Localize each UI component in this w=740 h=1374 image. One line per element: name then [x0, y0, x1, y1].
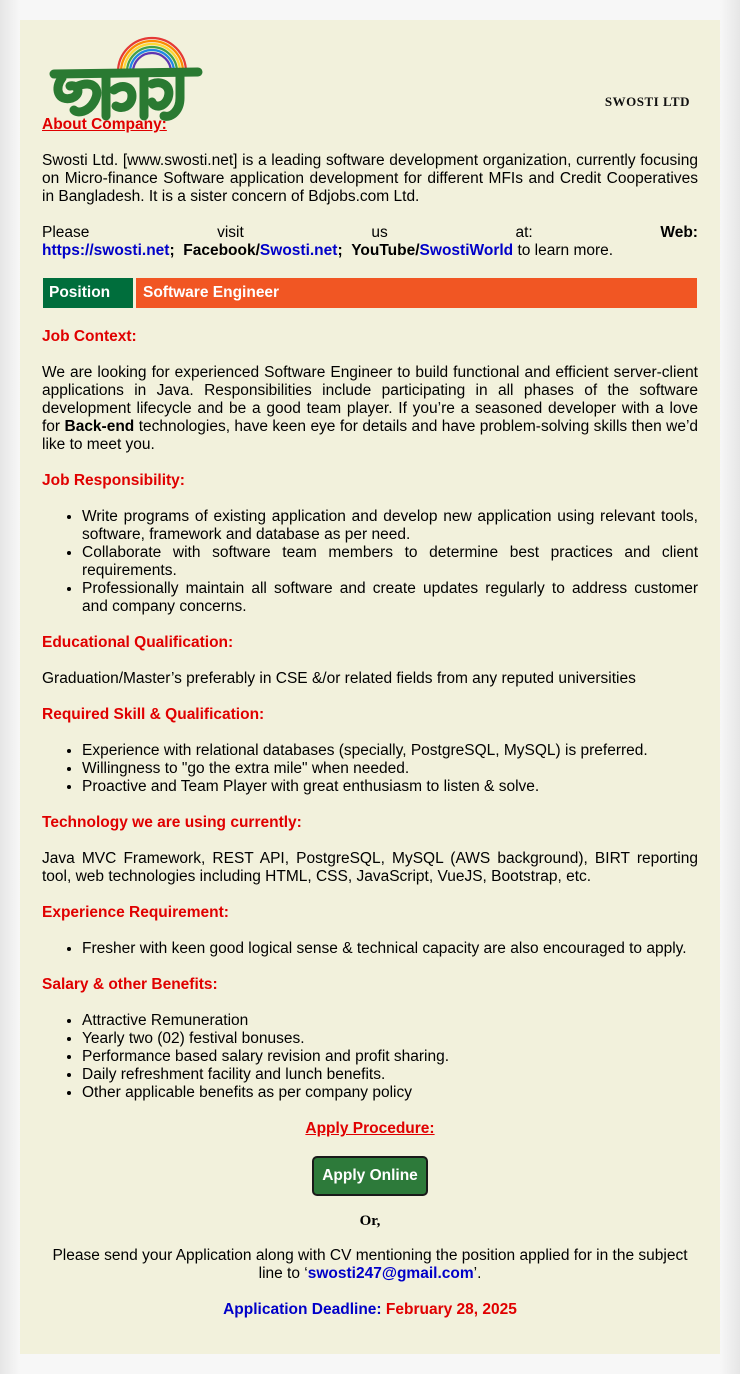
apply-instruction-text: Please send your Application along with CV mentioning the position applied for in the subject line to ‘ [52, 1247, 688, 1282]
visit-word: visit [217, 224, 244, 241]
about-description: Swosti Ltd. [www.swosti.net] is a leading software development organization, currently focusing on Micro-finance Software application development for different MFIs and Credit Cooperatives in Bangladesh. It is a sister concern of Bdjobs.com Ltd. [42, 152, 698, 205]
job-context-title: Job Context: [42, 328, 137, 345]
visit-word: us [371, 224, 388, 241]
apply-online-button[interactable]: Apply Online [312, 1156, 428, 1196]
experience-title: Experience Requirement: [42, 904, 229, 921]
deadline-label: Application Deadline: [223, 1301, 382, 1318]
deadline-value: February 28, 2025 [385, 1301, 517, 1318]
apply-email-link[interactable]: swosti247@gmail.com [307, 1265, 474, 1282]
education-text: Graduation/Master’s preferably in CSE &/or related fields from any reputed universities [42, 670, 636, 687]
apply-title: Apply Procedure: [305, 1120, 435, 1137]
list-item: • Fresher with keen good logical sense & technical capacity are also encouraged to apply. [82, 940, 698, 958]
visit-word: at: [515, 224, 533, 241]
list-item: • Experience with relational databases (specially, PostgreSQL, MySQL) is preferred. [82, 742, 698, 760]
position-value: Software Engineer [136, 278, 697, 308]
list-item: • Attractive Remuneration [82, 1012, 698, 1030]
responsibility-title: Job Responsibility: [42, 472, 185, 489]
position-table [43, 278, 698, 308]
skills-list [42, 742, 698, 796]
list-item: • Write programs of existing application and develop new application using relevant tools, software, framework and database as per need. [82, 508, 698, 544]
list-item: • Proactive and Team Player with great enthusiasm to listen & solve. [82, 778, 698, 796]
position-label: Position [43, 278, 133, 308]
list-item: • Yearly two (02) festival bonuses. [82, 1030, 698, 1048]
apply-instruction-end: ’. [473, 1265, 482, 1282]
company-name: SWOSTI LTD [604, 94, 690, 109]
separator: ; [337, 242, 343, 259]
about-title: About Company: [42, 116, 167, 133]
visit-word: Please [42, 224, 90, 241]
application-deadline [42, 1301, 698, 1319]
job-circular-card [20, 20, 720, 1354]
youtube-link[interactable]: SwostiWorld [419, 242, 514, 259]
list-item: • Daily refreshment facility and lunch benefits. [82, 1066, 698, 1084]
list-item: • Performance based salary revision and profit sharing. [82, 1048, 698, 1066]
website-link[interactable]: https://swosti.net [42, 242, 170, 259]
separator: ; [169, 242, 175, 259]
list-item: • Other applicable benefits as per company policy [82, 1084, 698, 1102]
list-item: • Professionally maintain all software and create updates regularly to address customer and company concerns. [82, 580, 698, 616]
visit-info [42, 224, 698, 260]
technology-text: Java MVC Framework, REST API, PostgreSQL, MySQL (AWS background), BIRT reporting tool, web technologies including HTML, CSS, JavaScript, VueJS, Bootstrap, etc. [42, 850, 698, 885]
job-context-text-start: We are looking for experienced Software Engineer to build functional and efficient server-client applications in Java. Responsibilities include participating in all phases of the software development lifecycle and be a good team player. If you’re a seasoned developer with a love for [42, 364, 698, 435]
job-context-highlight: Back-end [64, 418, 135, 435]
facebook-link[interactable]: Swosti.net [259, 242, 338, 259]
apply-instruction [42, 1247, 698, 1283]
swosti-logo [48, 28, 204, 124]
facebook-label: Facebook/ [183, 242, 260, 259]
experience-list [42, 940, 698, 958]
list-item: • Willingness to "go the extra mile" when needed. [82, 760, 698, 778]
visit-tail: to learn more. [517, 242, 614, 259]
education-title: Educational Qualification: [42, 634, 234, 651]
job-context-text-end: technologies, have keen eye for details and have problem-solving skills then we’d like to meet you. [42, 418, 699, 453]
benefits-list [42, 1012, 698, 1102]
benefits-title: Salary & other Benefits: [42, 976, 218, 993]
list-item: • Collaborate with software team members to determine best practices and client requirements. [82, 544, 698, 580]
technology-title: Technology we are using currently: [42, 814, 302, 831]
job-content [42, 116, 698, 1319]
youtube-label: YouTube/ [351, 242, 420, 259]
skills-title: Required Skill & Qualification: [42, 706, 265, 723]
or-text: Or, [359, 1213, 381, 1229]
web-label: Web: [660, 224, 698, 241]
job-context-text [42, 364, 698, 454]
responsibility-list [42, 508, 698, 616]
